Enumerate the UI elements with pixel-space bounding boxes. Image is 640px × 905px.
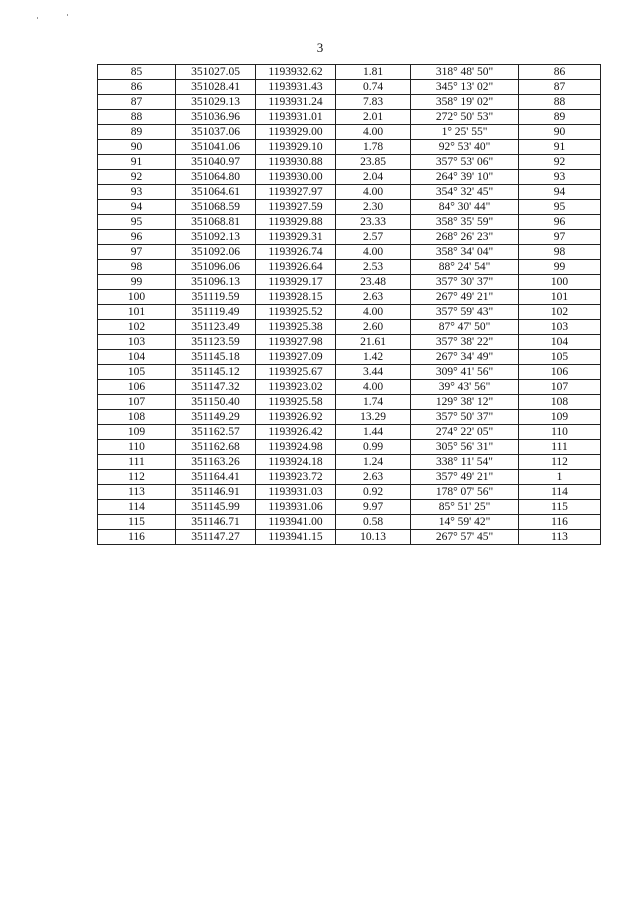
x-coordinate-cell: 351064.80: [176, 170, 256, 185]
y-coordinate-cell: 1193929.31: [256, 230, 336, 245]
bearing-cell: 357° 49' 21": [411, 470, 519, 485]
distance-cell: 4.00: [336, 125, 411, 140]
table-row: [98, 125, 601, 140]
point-number-cell: 99: [98, 275, 176, 290]
table-row: [98, 185, 601, 200]
table-row: [98, 290, 601, 305]
x-coordinate-cell: 351064.61: [176, 185, 256, 200]
bearing-cell: 357° 59' 43": [411, 305, 519, 320]
y-coordinate-cell: 1193931.03: [256, 485, 336, 500]
bearing-cell: 87° 47' 50": [411, 320, 519, 335]
bearing-cell: 268° 26' 23": [411, 230, 519, 245]
bearing-cell: 357° 53' 06": [411, 155, 519, 170]
table-row: [98, 395, 601, 410]
bearing-cell: 85° 51' 25": [411, 500, 519, 515]
table-row: [98, 95, 601, 110]
table-row: [98, 425, 601, 440]
y-coordinate-cell: 1193926.74: [256, 245, 336, 260]
point-number-cell: 106: [98, 380, 176, 395]
distance-cell: 1.78: [336, 140, 411, 155]
y-coordinate-cell: 1193927.97: [256, 185, 336, 200]
distance-cell: 2.30: [336, 200, 411, 215]
next-point-cell: 110: [519, 425, 601, 440]
table-row: [98, 380, 601, 395]
bearing-cell: 84° 30' 44": [411, 200, 519, 215]
distance-cell: 2.63: [336, 290, 411, 305]
bearing-cell: 267° 57' 45": [411, 530, 519, 545]
table-row: [98, 305, 601, 320]
next-point-cell: 96: [519, 215, 601, 230]
point-number-cell: 88: [98, 110, 176, 125]
next-point-cell: 115: [519, 500, 601, 515]
next-point-cell: 90: [519, 125, 601, 140]
next-point-cell: 87: [519, 80, 601, 95]
bearing-cell: 264° 39' 10": [411, 170, 519, 185]
coordinates-table: [97, 64, 601, 545]
x-coordinate-cell: 351096.13: [176, 275, 256, 290]
distance-cell: 0.74: [336, 80, 411, 95]
next-point-cell: 99: [519, 260, 601, 275]
table-row: [98, 470, 601, 485]
distance-cell: 23.48: [336, 275, 411, 290]
distance-cell: 2.57: [336, 230, 411, 245]
next-point-cell: 116: [519, 515, 601, 530]
next-point-cell: 86: [519, 65, 601, 80]
distance-cell: 1.42: [336, 350, 411, 365]
x-coordinate-cell: 351162.68: [176, 440, 256, 455]
y-coordinate-cell: 1193923.72: [256, 470, 336, 485]
point-number-cell: 112: [98, 470, 176, 485]
bearing-cell: 354° 32' 45": [411, 185, 519, 200]
x-coordinate-cell: 351027.05: [176, 65, 256, 80]
table-row: [98, 455, 601, 470]
bearing-cell: 357° 50' 37": [411, 410, 519, 425]
bearing-cell: 358° 34' 04": [411, 245, 519, 260]
point-number-cell: 108: [98, 410, 176, 425]
distance-cell: 9.97: [336, 500, 411, 515]
next-point-cell: 91: [519, 140, 601, 155]
x-coordinate-cell: 351092.06: [176, 245, 256, 260]
y-coordinate-cell: 1193941.00: [256, 515, 336, 530]
y-coordinate-cell: 1193927.09: [256, 350, 336, 365]
next-point-cell: 1: [519, 470, 601, 485]
next-point-cell: 89: [519, 110, 601, 125]
y-coordinate-cell: 1193932.62: [256, 65, 336, 80]
y-coordinate-cell: 1193926.42: [256, 425, 336, 440]
point-number-cell: 104: [98, 350, 176, 365]
point-number-cell: 98: [98, 260, 176, 275]
table-row: [98, 320, 601, 335]
table-body: [98, 65, 601, 545]
x-coordinate-cell: 351036.96: [176, 110, 256, 125]
bearing-cell: 274° 22' 05": [411, 425, 519, 440]
table-row: [98, 140, 601, 155]
point-number-cell: 93: [98, 185, 176, 200]
point-number-cell: 114: [98, 500, 176, 515]
distance-cell: 2.53: [336, 260, 411, 275]
distance-cell: 1.24: [336, 455, 411, 470]
y-coordinate-cell: 1193924.98: [256, 440, 336, 455]
next-point-cell: 108: [519, 395, 601, 410]
next-point-cell: 94: [519, 185, 601, 200]
point-number-cell: 95: [98, 215, 176, 230]
point-number-cell: 105: [98, 365, 176, 380]
x-coordinate-cell: 351041.06: [176, 140, 256, 155]
point-number-cell: 111: [98, 455, 176, 470]
table-row: [98, 410, 601, 425]
table-row: [98, 440, 601, 455]
distance-cell: 2.04: [336, 170, 411, 185]
table-row: [98, 200, 601, 215]
point-number-cell: 90: [98, 140, 176, 155]
next-point-cell: 100: [519, 275, 601, 290]
bearing-cell: 178° 07' 56": [411, 485, 519, 500]
distance-cell: 0.99: [336, 440, 411, 455]
point-number-cell: 87: [98, 95, 176, 110]
y-coordinate-cell: 1193928.15: [256, 290, 336, 305]
distance-cell: 4.00: [336, 245, 411, 260]
point-number-cell: 115: [98, 515, 176, 530]
x-coordinate-cell: 351119.59: [176, 290, 256, 305]
bearing-cell: 338° 11' 54": [411, 455, 519, 470]
x-coordinate-cell: 351163.26: [176, 455, 256, 470]
point-number-cell: 103: [98, 335, 176, 350]
bearing-cell: 305° 56' 31": [411, 440, 519, 455]
distance-cell: 23.33: [336, 215, 411, 230]
x-coordinate-cell: 351068.59: [176, 200, 256, 215]
y-coordinate-cell: 1193923.02: [256, 380, 336, 395]
scan-speck: [37, 17, 38, 19]
bearing-cell: 358° 35' 59": [411, 215, 519, 230]
x-coordinate-cell: 351040.97: [176, 155, 256, 170]
table-row: [98, 365, 601, 380]
next-point-cell: 104: [519, 335, 601, 350]
distance-cell: 10.13: [336, 530, 411, 545]
table-row: [98, 350, 601, 365]
point-number-cell: 89: [98, 125, 176, 140]
table-row: [98, 215, 601, 230]
distance-cell: 2.60: [336, 320, 411, 335]
next-point-cell: 105: [519, 350, 601, 365]
distance-cell: 0.58: [336, 515, 411, 530]
next-point-cell: 113: [519, 530, 601, 545]
distance-cell: 4.00: [336, 185, 411, 200]
bearing-cell: 1° 25' 55": [411, 125, 519, 140]
table-row: [98, 110, 601, 125]
y-coordinate-cell: 1193925.38: [256, 320, 336, 335]
y-coordinate-cell: 1193930.88: [256, 155, 336, 170]
point-number-cell: 113: [98, 485, 176, 500]
point-number-cell: 101: [98, 305, 176, 320]
x-coordinate-cell: 351147.27: [176, 530, 256, 545]
distance-cell: 1.74: [336, 395, 411, 410]
point-number-cell: 116: [98, 530, 176, 545]
x-coordinate-cell: 351037.06: [176, 125, 256, 140]
bearing-cell: 88° 24' 54": [411, 260, 519, 275]
table-row: [98, 485, 601, 500]
next-point-cell: 109: [519, 410, 601, 425]
point-number-cell: 100: [98, 290, 176, 305]
next-point-cell: 107: [519, 380, 601, 395]
x-coordinate-cell: 351145.12: [176, 365, 256, 380]
next-point-cell: 93: [519, 170, 601, 185]
x-coordinate-cell: 351123.59: [176, 335, 256, 350]
y-coordinate-cell: 1193925.52: [256, 305, 336, 320]
y-coordinate-cell: 1193929.10: [256, 140, 336, 155]
table-row: [98, 530, 601, 545]
next-point-cell: 112: [519, 455, 601, 470]
distance-cell: 0.92: [336, 485, 411, 500]
y-coordinate-cell: 1193929.00: [256, 125, 336, 140]
next-point-cell: 106: [519, 365, 601, 380]
bearing-cell: 358° 19' 02": [411, 95, 519, 110]
bearing-cell: 272° 50' 53": [411, 110, 519, 125]
x-coordinate-cell: 351149.29: [176, 410, 256, 425]
distance-cell: 7.83: [336, 95, 411, 110]
y-coordinate-cell: 1193926.92: [256, 410, 336, 425]
next-point-cell: 88: [519, 95, 601, 110]
distance-cell: 4.00: [336, 380, 411, 395]
distance-cell: 3.44: [336, 365, 411, 380]
point-number-cell: 110: [98, 440, 176, 455]
x-coordinate-cell: 351146.71: [176, 515, 256, 530]
table-row: [98, 515, 601, 530]
x-coordinate-cell: 351150.40: [176, 395, 256, 410]
y-coordinate-cell: 1193931.06: [256, 500, 336, 515]
scan-speck: [67, 14, 68, 16]
table-row: [98, 335, 601, 350]
x-coordinate-cell: 351146.91: [176, 485, 256, 500]
next-point-cell: 114: [519, 485, 601, 500]
y-coordinate-cell: 1193927.98: [256, 335, 336, 350]
x-coordinate-cell: 351145.18: [176, 350, 256, 365]
next-point-cell: 102: [519, 305, 601, 320]
bearing-cell: 318° 48' 50": [411, 65, 519, 80]
bearing-cell: 129° 38' 12": [411, 395, 519, 410]
point-number-cell: 86: [98, 80, 176, 95]
point-number-cell: 97: [98, 245, 176, 260]
table-row: [98, 230, 601, 245]
next-point-cell: 103: [519, 320, 601, 335]
y-coordinate-cell: 1193924.18: [256, 455, 336, 470]
y-coordinate-cell: 1193925.58: [256, 395, 336, 410]
distance-cell: 4.00: [336, 305, 411, 320]
point-number-cell: 85: [98, 65, 176, 80]
bearing-cell: 357° 30' 37": [411, 275, 519, 290]
bearing-cell: 267° 34' 49": [411, 350, 519, 365]
table-row: [98, 65, 601, 80]
bearing-cell: 267° 49' 21": [411, 290, 519, 305]
bearing-cell: 345° 13' 02": [411, 80, 519, 95]
point-number-cell: 107: [98, 395, 176, 410]
y-coordinate-cell: 1193925.67: [256, 365, 336, 380]
y-coordinate-cell: 1193931.43: [256, 80, 336, 95]
x-coordinate-cell: 351123.49: [176, 320, 256, 335]
x-coordinate-cell: 351029.13: [176, 95, 256, 110]
distance-cell: 21.61: [336, 335, 411, 350]
x-coordinate-cell: 351147.32: [176, 380, 256, 395]
bearing-cell: 39° 43' 56": [411, 380, 519, 395]
distance-cell: 2.01: [336, 110, 411, 125]
x-coordinate-cell: 351028.41: [176, 80, 256, 95]
next-point-cell: 98: [519, 245, 601, 260]
table-row: [98, 260, 601, 275]
bearing-cell: 357° 38' 22": [411, 335, 519, 350]
point-number-cell: 109: [98, 425, 176, 440]
distance-cell: 2.63: [336, 470, 411, 485]
distance-cell: 1.44: [336, 425, 411, 440]
y-coordinate-cell: 1193931.01: [256, 110, 336, 125]
point-number-cell: 91: [98, 155, 176, 170]
next-point-cell: 101: [519, 290, 601, 305]
distance-cell: 23.85: [336, 155, 411, 170]
x-coordinate-cell: 351162.57: [176, 425, 256, 440]
point-number-cell: 94: [98, 200, 176, 215]
y-coordinate-cell: 1193927.59: [256, 200, 336, 215]
bearing-cell: 309° 41' 56": [411, 365, 519, 380]
x-coordinate-cell: 351068.81: [176, 215, 256, 230]
point-number-cell: 102: [98, 320, 176, 335]
table-row: [98, 275, 601, 290]
page-number: 3: [316, 40, 324, 55]
next-point-cell: 92: [519, 155, 601, 170]
point-number-cell: 92: [98, 170, 176, 185]
table-row: [98, 170, 601, 185]
y-coordinate-cell: 1193929.88: [256, 215, 336, 230]
point-number-cell: 96: [98, 230, 176, 245]
bearing-cell: 14° 59' 42": [411, 515, 519, 530]
y-coordinate-cell: 1193929.17: [256, 275, 336, 290]
x-coordinate-cell: 351145.99: [176, 500, 256, 515]
y-coordinate-cell: 1193931.24: [256, 95, 336, 110]
table-row: [98, 80, 601, 95]
table-row: [98, 500, 601, 515]
y-coordinate-cell: 1193930.00: [256, 170, 336, 185]
table-row: [98, 155, 601, 170]
next-point-cell: 97: [519, 230, 601, 245]
next-point-cell: 111: [519, 440, 601, 455]
x-coordinate-cell: 351164.41: [176, 470, 256, 485]
table-row: [98, 245, 601, 260]
x-coordinate-cell: 351119.49: [176, 305, 256, 320]
distance-cell: 13.29: [336, 410, 411, 425]
next-point-cell: 95: [519, 200, 601, 215]
y-coordinate-cell: 1193941.15: [256, 530, 336, 545]
distance-cell: 1.81: [336, 65, 411, 80]
bearing-cell: 92° 53' 40": [411, 140, 519, 155]
x-coordinate-cell: 351096.06: [176, 260, 256, 275]
y-coordinate-cell: 1193926.64: [256, 260, 336, 275]
x-coordinate-cell: 351092.13: [176, 230, 256, 245]
